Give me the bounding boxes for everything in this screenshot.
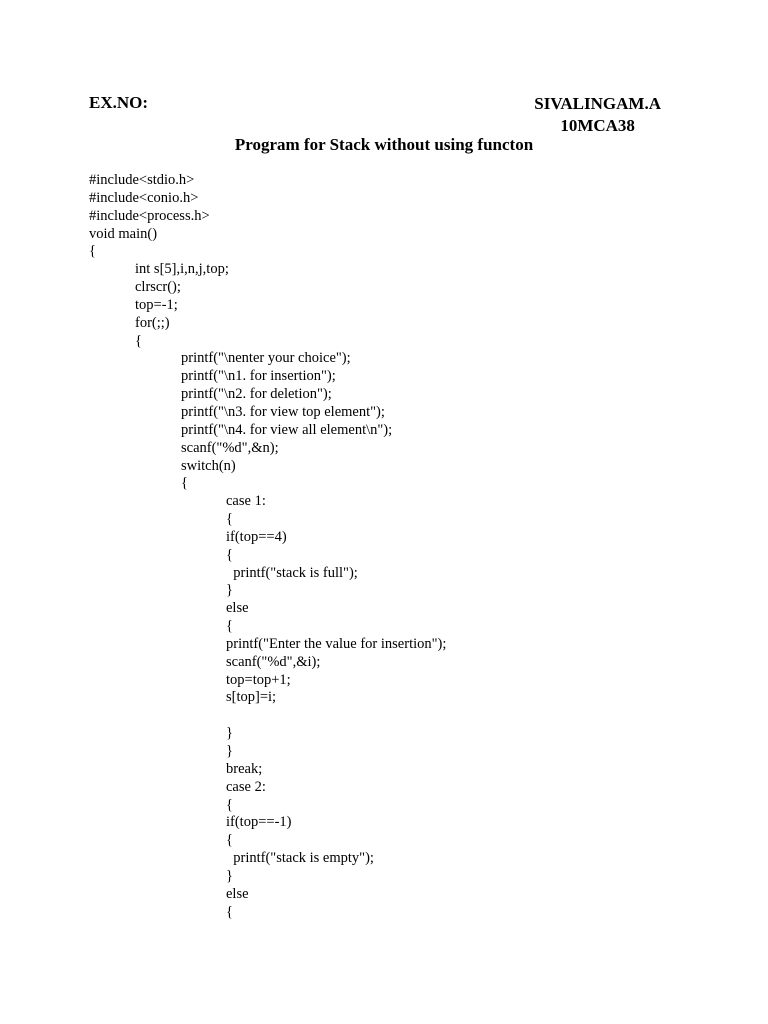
code-line: scanf("%d",&i); [226, 653, 321, 670]
code-line: printf("\n2. for deletion"); [181, 386, 332, 403]
code-line: { [226, 511, 233, 528]
code-line [89, 707, 446, 725]
code-line: else [226, 885, 249, 902]
code-line: printf("\nenter your choice"); [181, 350, 351, 367]
code-line: printf("stack is empty"); [226, 850, 374, 867]
code-line: #include<process.h> [89, 207, 210, 224]
code-line: { [135, 332, 142, 349]
author-name: SIVALINGAM.A [534, 94, 661, 113]
code-line: { [181, 475, 188, 492]
code-line: } [226, 725, 233, 742]
code-line: top=top+1; [226, 671, 291, 688]
code-line: if(top==4) [226, 528, 287, 545]
code-line: { [89, 243, 96, 260]
code-line: { [226, 546, 233, 563]
author-block [534, 93, 661, 137]
code-line: scanf("%d",&n); [181, 439, 279, 456]
code-line: void main() [89, 225, 158, 242]
code-line: top=-1; [135, 296, 178, 313]
code-line: printf("stack is full"); [226, 564, 358, 581]
code-line: break; [226, 760, 263, 777]
code-line: for(;;) [135, 314, 170, 331]
code-line: } [226, 582, 233, 599]
code-line: printf("\n4. for view all element\n"); [181, 421, 393, 438]
code-line: int s[5],i,n,j,top; [135, 261, 229, 278]
code-line: { [226, 832, 233, 849]
page-title: Program for Stack without using functon [234, 135, 534, 154]
code-line: switch(n) [181, 457, 236, 474]
exercise-number-label: EX.NO: [89, 93, 149, 112]
code-line: if(top==-1) [226, 814, 292, 831]
code-line: case 1: [226, 493, 266, 510]
code-line: } [226, 867, 233, 884]
code-line: clrscr(); [135, 279, 181, 296]
code-line: #include<conio.h> [89, 189, 199, 206]
code-line: #include<stdio.h> [89, 172, 195, 188]
code-line: printf("\n1. for insertion"); [181, 368, 336, 385]
code-line: { [226, 618, 233, 635]
code-listing [89, 172, 446, 921]
code-line: s[top]=i; [226, 689, 277, 706]
code-line: printf("Enter the value for insertion"); [226, 635, 447, 652]
author-id: 10MCA38 [560, 116, 635, 135]
code-line: case 2: [226, 778, 266, 795]
code-line: } [226, 743, 233, 759]
code-line: { [226, 796, 233, 813]
code-line: printf("\n3. for view top element"); [181, 403, 385, 420]
code-line: else [226, 600, 249, 617]
code-line: { [226, 903, 233, 920]
